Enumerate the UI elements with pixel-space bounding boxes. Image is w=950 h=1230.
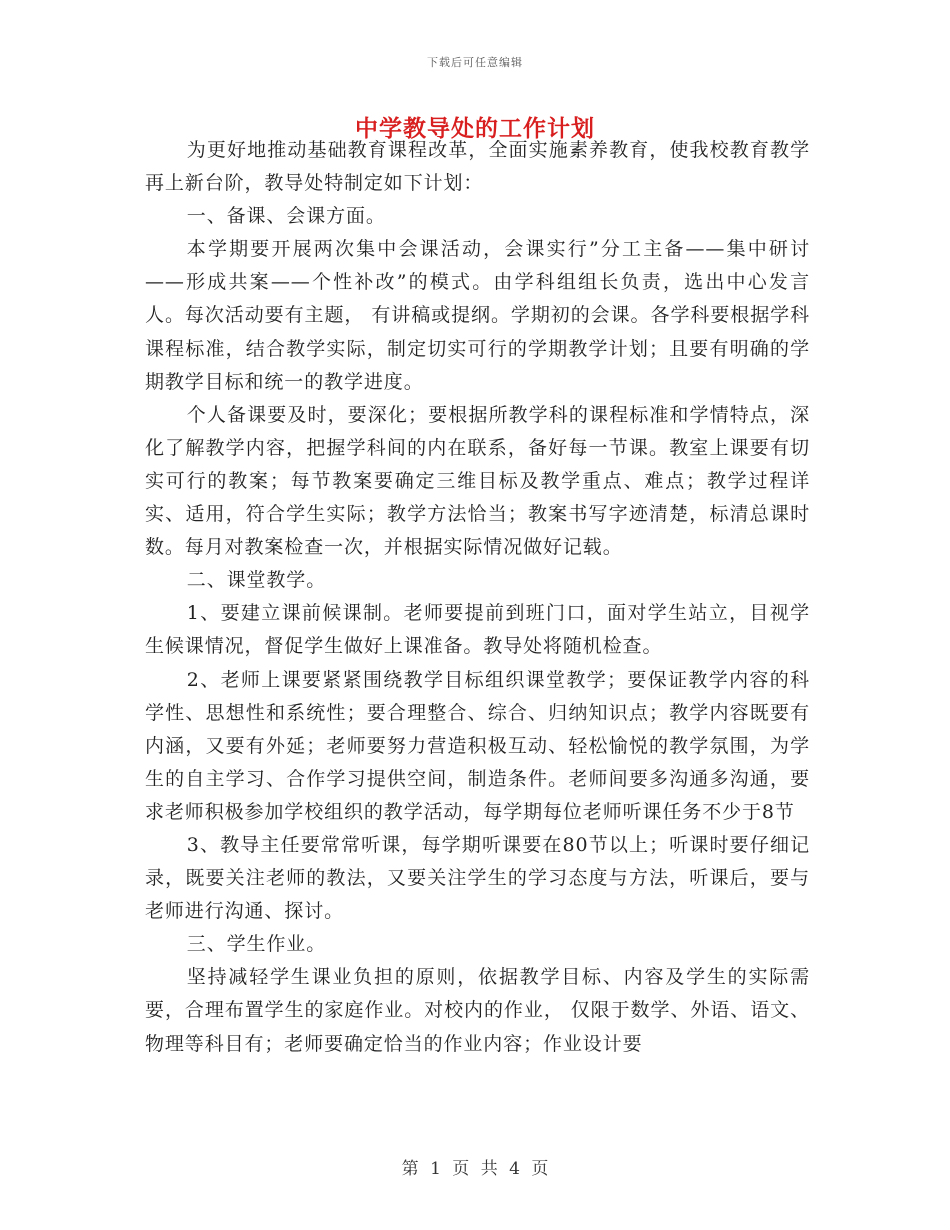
document-body xyxy=(145,134,810,1061)
paragraph-group-prep: 本学期要开展两次集中会课活动，会课实行”分工主备——集中研讨——形成共案——个性补改”的模式。由学科组组长负责，选出中心发言人。每次活动要有主题， 有讲稿或提纲。学期初的会课。各学科要根据学科课程标准，结合教学实际，制定切实可行的学期教学计划；且要有明确的学期教学目标和统一的教学进度。 xyxy=(145,238,810,393)
section-heading-homework: 三、学生作业。 xyxy=(186,933,327,956)
document-title: 中学教导处的工作计划 xyxy=(355,115,595,142)
paragraph-intro: 为更好地推动基础教育课程改革，全面实施素养教育，使我校教育教学再上新台阶，教导处特制定如下计划： xyxy=(145,139,810,195)
section-heading-classroom: 二、课堂教学。 xyxy=(186,569,327,592)
paragraph-individual-prep: 个人备课要及时，要深化；要根据所教学科的课程标准和学情特点，深化了解教学内容，把握学科间的内在联系，备好每一节课。教室上课要有切实可行的教案；每节教案要确定三维目标及教学重点、难点；教学过程详实、适用，符合学生实际；教学方法恰当；教案书写字迹清楚，标清总课时数。每月对教案检查一次，并根据实际情况做好记载。 xyxy=(145,403,810,559)
paragraph-homework: 坚持减轻学生课业负担的原则，依据教学目标、内容及学生的实际需要，合理布置学生的家庭作业。对校内的作业， 仅限于数学、外语、语文、物理等科目有；老师要确定恰当的作业内容；作业设计要 xyxy=(145,966,810,1055)
paragraph-classroom-3: 3、教导主任要常常听课，每学期听课要在80节以上；听课时要仔细记录，既要关注老师的教法，又要关注学生的学习态度与方法，听课后，要与老师进行沟通、探讨。 xyxy=(145,833,810,923)
page-number: 第 1 页 共 4 页 xyxy=(401,1159,549,1179)
paragraph-classroom-1: 1、要建立课前候课制。老师要提前到班门口，面对学生站立，目视学生候课情况，督促学生做好上课准备。教导处将随机检查。 xyxy=(145,602,810,658)
paragraph-classroom-2: 2、老师上课要紧紧围绕教学目标组织课堂教学；要保证教学内容的科学性、思想性和系统性；要合理整合、综合、归纳知识点；教学内容既要有内涵，又要有外延；老师要努力营造积极互动、轻松愉悦的教学氛围，为学生的自主学习、合作学习提供空间，制造条件。老师间要多沟通多沟通，要求老师积极参加学校组织的教学活动，每学期每位老师听课任务不少于8节 xyxy=(145,668,810,823)
section-heading-lesson-prep: 一、备课、会课方面。 xyxy=(186,205,386,228)
download-note: 下载后可任意编辑 xyxy=(427,56,523,69)
